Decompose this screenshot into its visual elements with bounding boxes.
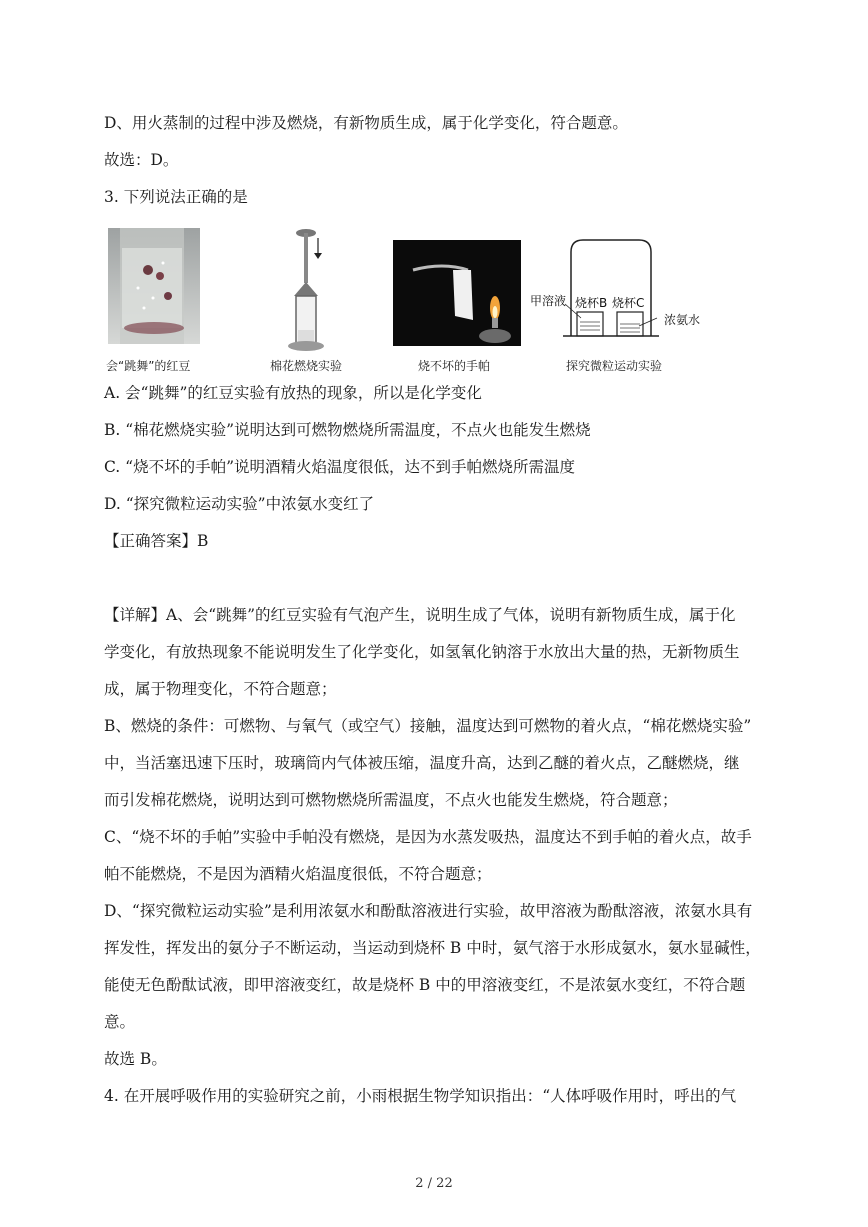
explanation-line-4: B、燃烧的条件：可燃物、与氧气（或空气）接触，温度达到可燃物的着火点，“棉花燃烧实验” bbox=[104, 717, 752, 735]
figure-red-beans bbox=[108, 228, 200, 344]
explanation-line-6: 而引发棉花燃烧，说明达到可燃物燃烧所需温度，不点火也能发生燃烧，符合题意； bbox=[104, 791, 678, 809]
text-line-1: D、用火蒸制的过程中涉及燃烧，有新物质生成，属于化学变化，符合题意。 bbox=[104, 114, 628, 132]
caption-particle-movement: 探究微粒运动实验 bbox=[566, 359, 663, 373]
option-d: D. “探究微粒运动实验”中浓氨水变红了 bbox=[104, 495, 375, 513]
text-line-2: 故选：D。 bbox=[104, 151, 179, 169]
explanation-line-5: 中，当活塞迅速下压时，玻璃筒内气体被压缩，温度升高，达到乙醚的着火点，乙醚燃烧，继 bbox=[104, 754, 740, 772]
explanation-line-12: 意。 bbox=[104, 1013, 136, 1031]
explanation-line-1: 【详解】A、会“跳舞”的红豆实验有气泡产生，说明生成了气体，说明有新物质生成，属于化 bbox=[104, 606, 736, 624]
caption-red-beans: 会“跳舞”的红豆 bbox=[106, 359, 191, 373]
figure-cotton-burning bbox=[280, 228, 340, 352]
label-beaker-b: 烧杯B bbox=[575, 296, 608, 310]
question-4-title: 4. 在开展呼吸作用的实验研究之前，小雨根据生物学知识指出：“人体呼吸作用时，呼出的气 bbox=[104, 1087, 737, 1105]
explanation-line-7: C、“烧不坏的手帕”实验中手帕没有燃烧，是因为水蒸发吸热，温度达不到手帕的着火点，故手 bbox=[104, 828, 752, 846]
caption-cotton-burning: 棉花燃烧实验 bbox=[270, 359, 343, 373]
explanation-line-9: D、“探究微粒运动实验”是利用浓氨水和酚酞溶液进行实验，故甲溶液为酚酞溶液，浓氨水具有 bbox=[104, 902, 753, 920]
explanation-line-2: 学变化，有放热现象不能说明发生了化学变化，如氢氧化钠溶于水放出大量的热，无新物质生 bbox=[104, 643, 740, 661]
explanation-line-10: 挥发性，挥发出的氨分子不断运动，当运动到烧杯 B 中时，氨气溶于水形成氨水，氨水显碱性， bbox=[104, 939, 761, 957]
correct-answer: 【正确答案】B bbox=[104, 532, 209, 550]
option-a: A. 会“跳舞”的红豆实验有放热的现象，所以是化学变化 bbox=[104, 384, 482, 402]
label-solution-a: 甲溶液 bbox=[530, 294, 567, 308]
explanation-answer: 故选 B。 bbox=[104, 1050, 167, 1068]
option-b: B. “棉花燃烧实验”说明达到可燃物燃烧所需温度，不点火也能发生燃烧 bbox=[104, 421, 591, 439]
explanation-line-3: 成，属于物理变化，不符合题意； bbox=[104, 680, 337, 698]
explanation-line-11: 能使无色酚酞试液，即甲溶液变红，故是烧杯 B 中的甲溶液变红，不是浓氨水变红，不符合题 bbox=[104, 976, 746, 994]
figure-handkerchief bbox=[393, 240, 521, 346]
explanation-line-8: 帕不能燃烧，不是因为酒精火焰温度很低，不符合题意； bbox=[104, 865, 492, 883]
caption-handkerchief: 烧不坏的手帕 bbox=[418, 359, 491, 373]
page-number: 2 / 22 bbox=[415, 1176, 453, 1191]
figure-particle-movement bbox=[525, 236, 665, 346]
label-beaker-c: 烧杯C bbox=[612, 296, 645, 310]
label-ammonia: 浓氨水 bbox=[664, 313, 701, 327]
option-c: C. “烧不坏的手帕”说明酒精火焰温度很低，达不到手帕燃烧所需温度 bbox=[104, 458, 576, 476]
question-3-title: 3. 下列说法正确的是 bbox=[104, 188, 248, 206]
